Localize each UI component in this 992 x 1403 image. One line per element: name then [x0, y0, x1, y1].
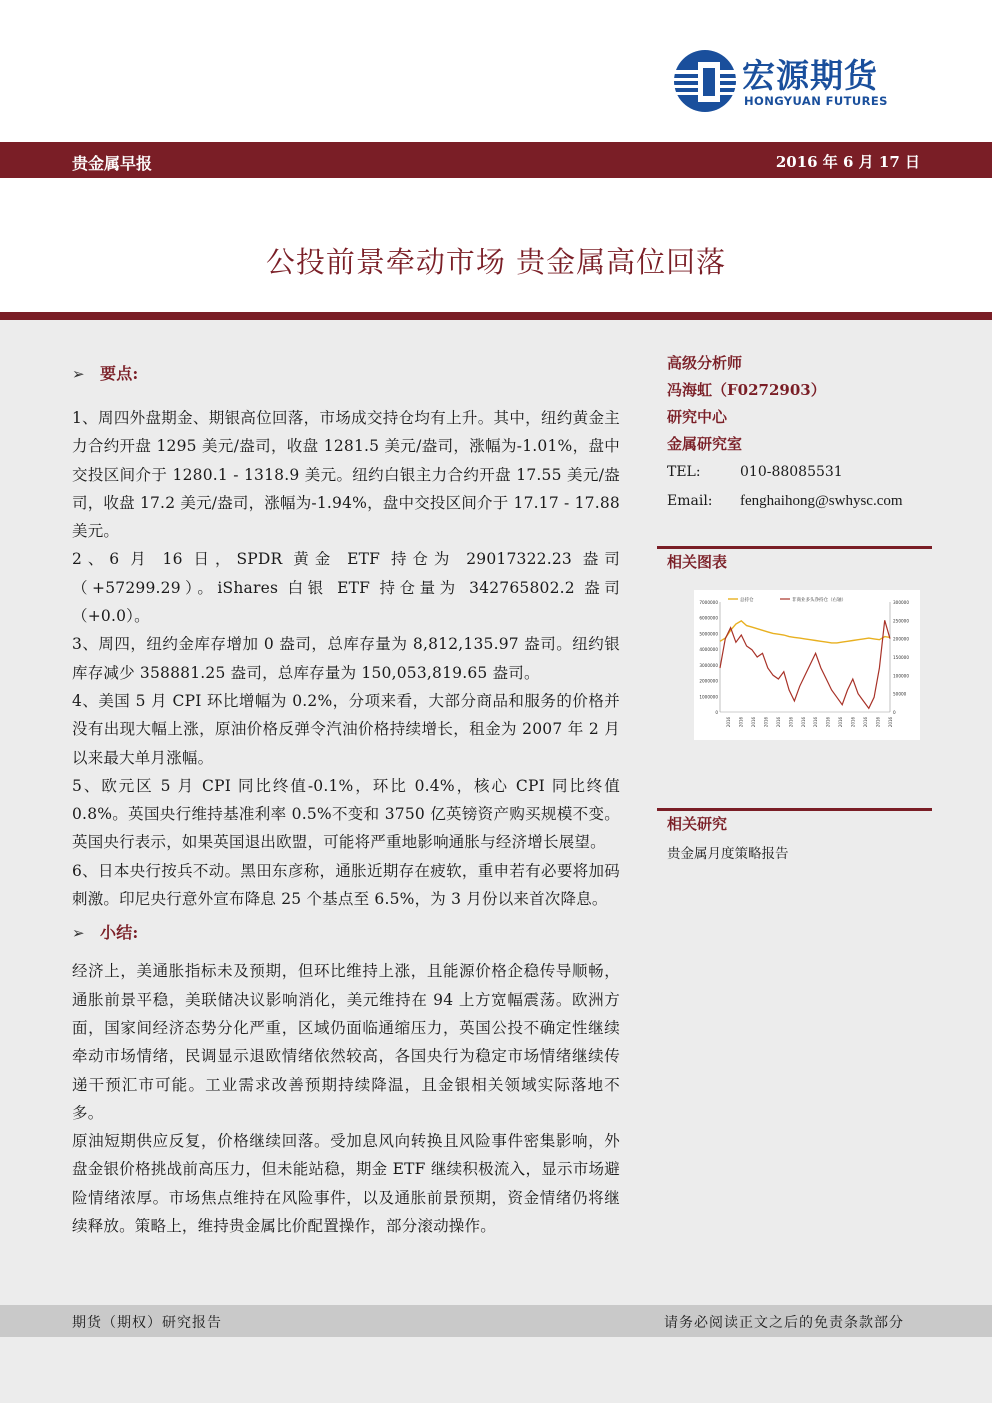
report-title: 公投前景牵动市场 贵金属高位回落: [265, 245, 727, 279]
x-tick-label: 2016: [838, 716, 844, 728]
page-footer: [0, 1305, 992, 1337]
y-tick-label: 3000000: [699, 662, 718, 668]
y-tick-label: 0: [715, 710, 718, 715]
y-tick-label: 4000000: [699, 647, 718, 653]
x-tick-label: 2016: [825, 716, 831, 728]
analyst-tel-row: [667, 458, 937, 487]
summary-heading: [72, 915, 620, 951]
y-tick-label: 7000000: [699, 600, 718, 605]
y-tick-label: 1000000: [699, 694, 718, 700]
report-type: 贵金属早报: [72, 154, 153, 173]
report-header-bar: [0, 142, 992, 178]
page-header: [0, 0, 992, 142]
summary-heading-label: 小结:: [100, 923, 139, 943]
analyst-lab: 金属研究室: [667, 435, 743, 453]
series-total-holdings-line: [720, 621, 890, 643]
analyst-email-row: [667, 487, 937, 516]
y2-tick-label: 50000: [893, 691, 907, 697]
main-content: [72, 356, 620, 1240]
key-points-heading-label: 要点:: [100, 363, 139, 383]
title-area: [0, 178, 992, 312]
x-tick-label: 2016: [813, 716, 819, 728]
report-date: 2016 年 6 月 17 日: [775, 153, 920, 171]
x-tick-label: 2016: [850, 716, 856, 728]
x-tick-label: 2016: [750, 716, 756, 728]
analyst-name: 冯海虹（F0272903）: [667, 381, 826, 399]
y2-tick-label: 100000: [893, 673, 909, 679]
analyst-email[interactable]: fenghaihong@swhysc.com: [740, 493, 903, 509]
x-tick-label: 2016: [763, 716, 769, 728]
x-tick-label: 2016: [738, 716, 744, 728]
footer-disclaimer-note: 请务必阅读正文之后的免责条款部分: [664, 1315, 904, 1331]
brand-logo: [672, 46, 922, 116]
series-net-long-line: [720, 620, 890, 708]
related-chart-heading-label: 相关图表: [667, 553, 728, 571]
summary-paragraph-1: 经济上，美通胀指标未及预期，但环比维持上涨，且能源价格企稳传导顺畅，通胀前景平稳，美联储决议影响消化，美元维持在 94 上方宽幅震荡。欧洲方面，国家间经济态势分化严重，区域仍面临通缩压力，英国公投不确定性继续牵动市场情绪，民调显示退欧情绪依然较高，各国央行为稳定市场情绪继续传递干预汇市可能。工业需求改善预期持续降温，且金银相关领域实际落地不多。: [72, 962, 620, 1122]
related-chart-heading: [657, 546, 932, 574]
y-tick-label: 6000000: [699, 615, 718, 621]
analyst-tel: 010-88085531: [740, 464, 843, 480]
email-label: Email:: [667, 493, 713, 509]
footer-report-type: 期货（期权）研究报告: [72, 1315, 222, 1331]
related-research-heading-label: 相关研究: [667, 815, 728, 833]
summary-paragraph-2: 原油短期供应反复，价格继续回落。受加息风向转换且风险事件密集影响，外盘金银价格挑战前高压力，但未能站稳，期金 ETF 继续积极流入，显示市场避险情绪浓厚。市场焦点维持在风险事件，以及通胀前景预期，资金情绪仍将继续释放。策略上，维持贵金属比价配置操作，部分滚动操作。: [72, 1132, 620, 1236]
title-divider: [0, 312, 992, 320]
x-tick-label: 2016: [775, 716, 781, 728]
legend-label-net-long: 非商业多头净持仓（右轴）: [792, 598, 846, 603]
y2-tick-label: 300000: [893, 600, 909, 605]
x-tick-label: 2016: [788, 716, 794, 728]
related-research-item[interactable]: 贵金属月度策略报告: [667, 846, 789, 862]
y-tick-label: 2000000: [699, 678, 718, 684]
holdings-chart: [694, 590, 920, 740]
analyst-dept: 研究中心: [667, 408, 728, 426]
holdings-chart-svg: [694, 590, 920, 740]
y2-tick-label: 250000: [893, 618, 909, 624]
y2-tick-label: 200000: [893, 636, 909, 642]
x-tick-label: 2016: [863, 716, 869, 728]
key-point-5: 5、欧元区 5 月 CPI 同比终值-0.1%，环比 0.4%，核心 CPI 同比终值 0.8%。英国央行维持基准利率 0.5%不变和 3750 亿英镑资产购买规模不变。英国央行表示，如果英国退出欧盟，可能将严重地影响通胀与经济增长展望。: [72, 776, 620, 852]
key-point-6: 6、日本央行按兵不动。黑田东彦称，通胀近期存在疲软，重申若有必要将加码刺激。印尼央行意外宣布降息 25 个基点至 6.5%，为 3 月份以来首次降息。: [72, 861, 620, 909]
brand-name-en: HONGYUAN FUTURES: [744, 94, 888, 108]
y-tick-label: 5000000: [699, 631, 718, 637]
analyst-role: 高级分析师: [667, 354, 743, 372]
key-point-1: 1、周四外盘期金、期银高位回落，市场成交持仓均有上升。其中，纽约黄金主力合约开盘 1295 美元/盎司，收盘 1281.5 美元/盎司，涨幅为-1.01%，盘中交投区间介于 1280.1 - 1318.9 美元。纽约白银主力合约开盘 17.55 美元/盎司，收盘 17.2 美元/盎司，涨幅为-1.94%，盘中交投区间介于 17.17 - 17.88 美元。: [72, 409, 620, 541]
x-tick-label: 2016: [875, 716, 881, 728]
x-tick-label: 2016: [888, 716, 893, 728]
chevron-right-icon: ➢: [72, 924, 85, 943]
analyst-info: [667, 350, 937, 516]
chevron-right-icon: ➢: [72, 364, 85, 383]
key-point-2: 2、6 月 16 日，SPDR 黄金 ETF 持仓为 29017322.23 盎司（+57299.29）。iShares 白银 ETF 持仓量为 342765802.2 盎司（+0.0）。: [72, 550, 620, 626]
key-points-heading: [72, 356, 620, 392]
hongyuan-logo-icon: [672, 48, 738, 114]
brand-name-cn: 宏源期货: [742, 56, 878, 95]
x-tick-label: 2016: [800, 716, 806, 728]
key-point-4: 4、美国 5 月 CPI 环比增幅为 0.2%，分项来看，大部分商品和服务的价格并没有出现大幅上涨，原油价格反弹令汽油价格持续增长，租金为 2007 年 2 月以来最大单月涨幅。: [72, 691, 620, 767]
x-tick-label: 2016: [726, 716, 731, 728]
y2-tick-label: 150000: [893, 655, 909, 660]
tel-label: TEL:: [667, 464, 701, 480]
key-point-3: 3、周四，纽约金库存增加 0 盎司，总库存量为 8,812,135.97 盎司。纽约银库存减少 358881.25 盎司，总库存量为 150,053,819.65 盎司。: [72, 635, 620, 682]
legend-label-total: 总持仓: [740, 598, 754, 603]
related-research-heading: [657, 808, 932, 836]
y2-tick-label: 0: [893, 710, 896, 715]
